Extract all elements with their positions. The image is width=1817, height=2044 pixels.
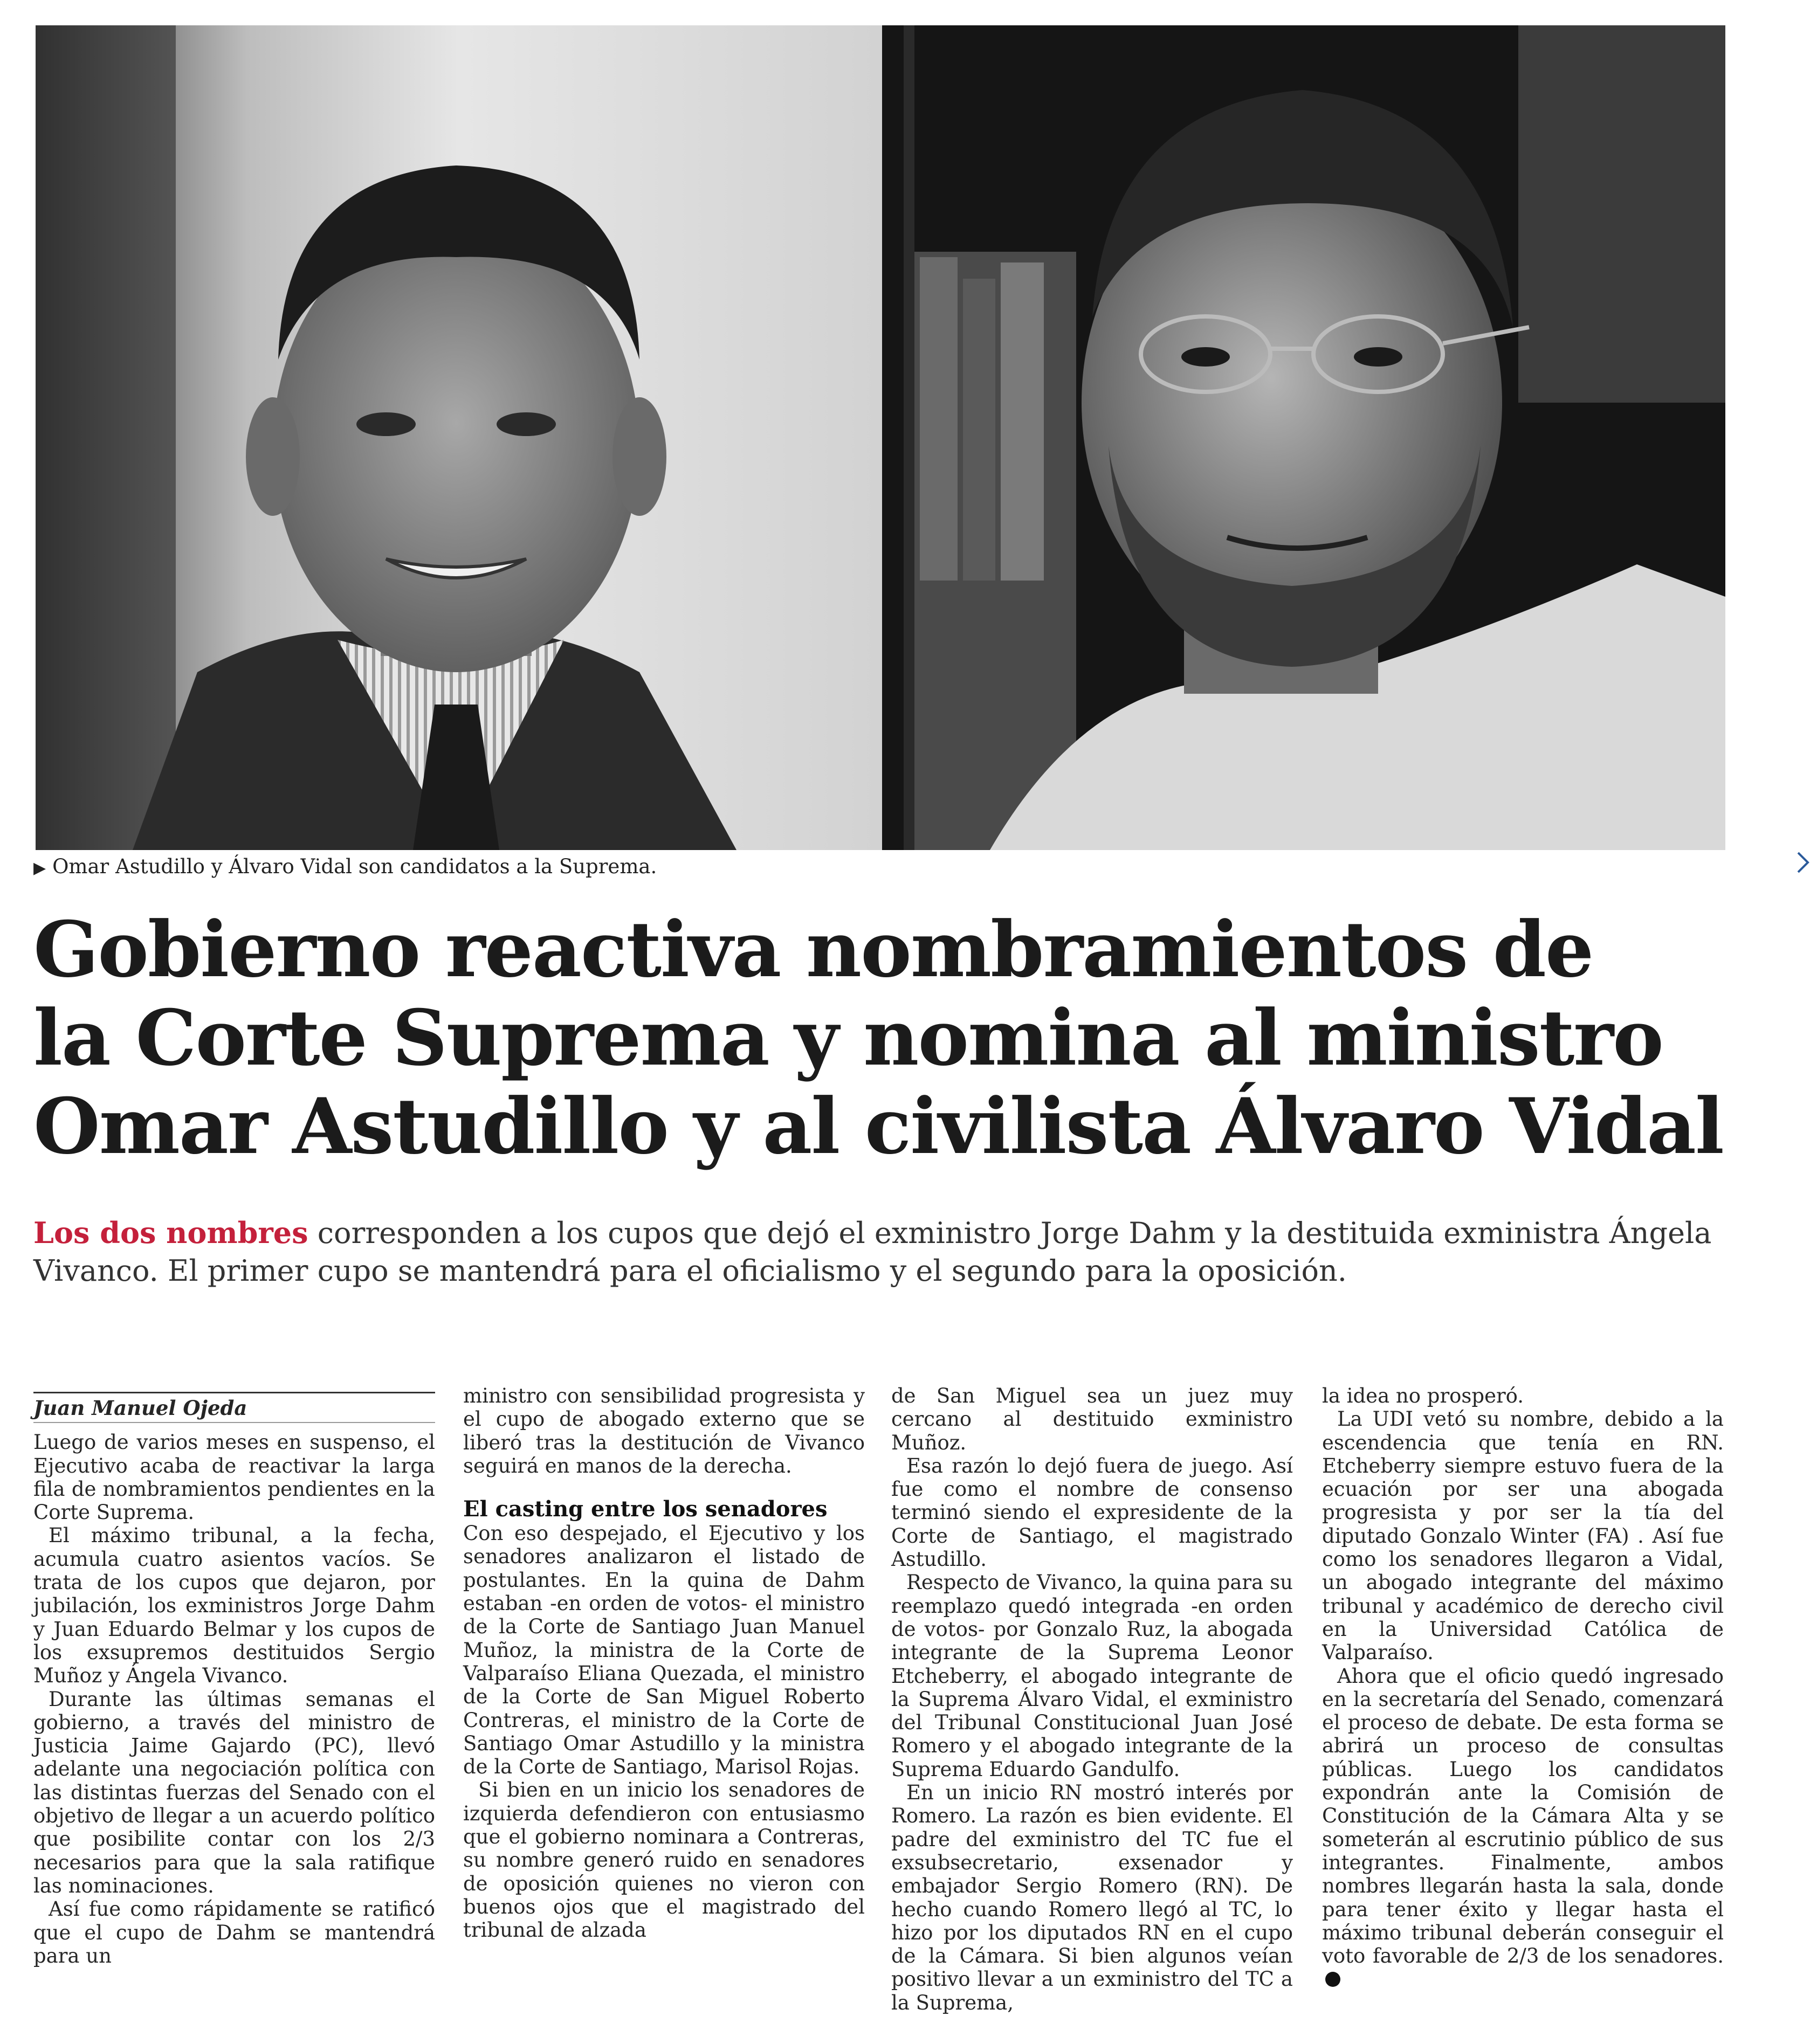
end-dot-icon [1325,1972,1340,1987]
paragraph: La UDI vetó su nombre, debido a la escendencia que tenía en RN. Etcheberry siempre estuvo fuera de la ecuación por ser una abogada progresista y por ser la tía del diputado Gonzalo Winter (FA) . Así fue como los senadores llegaron a Vidal, un abogado integrante del máximo tribunal y académico de derecho civil en la Universidad Católica de Valparaíso. [1322,1407,1724,1665]
paragraph: Esa razón lo dejó fuera de juego. Así fue como el nombre de consenso terminó siendo el expresidente de la Corte de Santiago, el magistrado Astudillo. [891,1454,1293,1571]
byline: Juan Manuel Ojeda [33,1392,435,1423]
article-column-3 [891,1384,1293,2014]
lead-kicker: Los dos nombres [33,1216,308,1250]
lead-text: corresponden a los cupos que dejó el exministro Jorge Dahm y la destituida exministra Ángela Vivanco. El primer cupo se mantendrá para el oficialismo y el segundo para la oposición. [33,1216,1712,1288]
caption-text: Omar Astudillo y Álvaro Vidal son candidatos a la Suprema. [52,855,657,878]
headline-line-3: Omar Astudillo y al civilista Álvaro Vidal [33,1082,1723,1171]
article-column-1 [33,1384,435,1967]
headline-line-1: Gobierno reactiva nombramientos de [33,905,1593,995]
next-page-button[interactable] [1790,845,1816,880]
paragraph: de San Miguel sea un juez muy cercano al destituido exministro Muñoz. [891,1384,1293,1454]
paragraph: la idea no prosperó. [1322,1384,1524,1407]
paragraph: Luego de varios meses en suspenso, el Ejecutivo acaba de reactivar la larga fila de nombramientos pendientes en la Corte Suprema. [33,1431,435,1524]
paragraph: Si bien en un inicio los senadores de izquierda defendieron con entusiasmo que el gobierno nominara a Contreras, su nombre generó ruido en senadores de oposición quienes no vieron con buenos ojos que el magistrado del tribunal de alzada [463,1778,865,1942]
caption-marker-icon: ▶ [33,859,46,878]
photo-caption [33,855,657,878]
article-column-4 [1322,1384,1724,1991]
paragraph: El máximo tribunal, a la fecha, acumula cuatro asientos vacíos. Se trata de los cupos que dejaron, por jubilación, los exministros Jorge Dahm y Juan Eduardo Belmar y los cupos de los exsupremos destituidos Sergio Muñoz y Ángela Vivanco. [33,1524,435,1688]
subheading: El casting entre los senadores [463,1496,828,1522]
lead-paragraph [33,1214,1732,1290]
article-column-2 [463,1384,865,1942]
paragraph: Respecto de Vivanco, la quina para su reemplazo quedó integrada -en orden de votos- por Gonzalo Ruz, la abogada integrante de la Suprema Leonor Etcheberry, el abogado integrante de la Suprema Álvaro Vidal, el exministro del Tribunal Constitucional Juan José Romero y el abogado integrante de la Suprema Eduardo Gandulfo. [891,1571,1293,1781]
photo-omar-astudillo [36,25,882,850]
paragraph: Durante las últimas semanas el gobierno, a través del ministro de Justicia Jaime Gajardo (PC), llevó adelante una negociación política con las distintas fuerzas del Senado con el objetivo de llegar a un acuerdo político que posibilite contar con los 2/3 necesarios para que la sala ratifique las nominaciones. [33,1687,435,1897]
paragraph-text: Ahora que el oficio quedó ingresado en la secretaría del Senado, comenzará el proceso de debate. De esta forma se abrirá un proceso de consultas públicas. Luego los candidatos expondrán ante la Comisión de Constitución de la Cámara Alta y se someterán al escrutinio público de sus integrantes. Finalmente, ambos nombres llegarán hasta la sala, donde para tener éxito y llegar hasta el máximo tribunal deberán conseguir el voto favorable de 2/3 de los senadores. [1322,1664,1724,1968]
paragraph: Con eso despejado, el Ejecutivo y los senadores analizaron el listado de postulantes. En la quina de Dahm estaban -en orden de votos- el ministro de la Corte de Santiago Juan Manuel Muñoz, la ministra de la Corte de Valparaíso Eliana Quezada, el ministro de la Corte de San Miguel Roberto Contreras, el ministro de la Corte de Santiago Omar Astudillo y la ministra de la Corte de Santiago, Marisol Rojas. [463,1522,865,1779]
paragraph [1322,1665,1724,1991]
headline [33,906,1732,1171]
headline-line-2: la Corte Suprema y nomina al ministro [33,993,1663,1083]
paragraph: Así fue como rápidamente se ratificó que el cupo de Dahm se mantendrá para un [33,1897,435,1967]
chevron-right-icon [1795,851,1811,874]
paragraph: En un inicio RN mostró interés por Romero. La razón es bien evidente. El padre del exministro del TC fue el exsubsecretario, exsenador y embajador Sergio Romero (RN). De hecho cuando Romero llegó al TC, lo hizo por los diputados RN en el cupo de la Cámara. Si bien algunos veían positivo llevar a un exministro del TC a la Suprema, [891,1781,1293,2014]
photo-alvaro-vidal [882,25,1725,850]
paragraph: ministro con sensibilidad progresista y el cupo de abogado externo que se liberó tras la destitución de Vivanco seguirá en manos de la derecha. [463,1384,865,1477]
